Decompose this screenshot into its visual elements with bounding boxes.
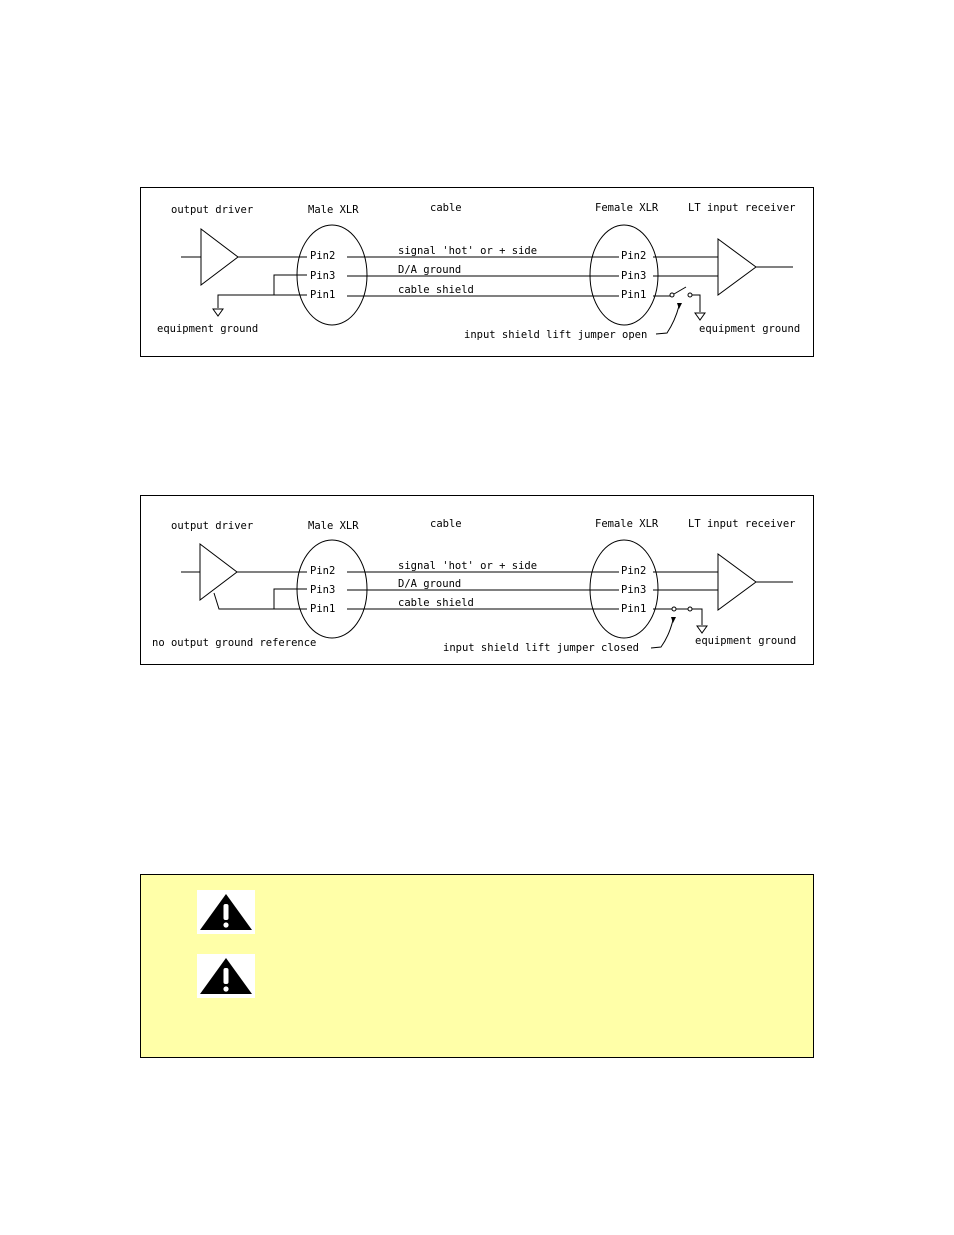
male-pin3-ground-tie [274,275,307,295]
output-driver-amp-icon [201,229,238,285]
warning-triangle-icon [197,954,255,998]
jumper-label: input shield lift jumper open [464,329,648,341]
driver-shield-wire [214,593,307,609]
jumper-contact-left [670,293,674,297]
diagram-2-canvas [141,496,815,666]
male-pin2-label: Pin2 [310,250,336,262]
signal-label: signal 'hot' or + side [398,245,538,257]
left-ground-wire [218,295,307,308]
input-receiver-amp-icon [718,239,756,295]
warning-box [140,874,814,1058]
left-ground-label: no output ground reference [152,637,317,649]
cable-label: cable [430,518,462,530]
left-ground-symbol-icon [213,309,223,316]
input-receiver-amp-icon [718,554,756,610]
right-ground-wire [692,609,702,625]
diagram-1-canvas [141,188,815,358]
cable-shield-label: cable shield [398,597,474,609]
right-ground-symbol-icon [695,313,705,320]
male-xlr-label: Male XLR [308,204,359,216]
female-pin3-label: Pin3 [621,584,647,596]
female-xlr-label: Female XLR [595,202,659,214]
jumper-pointer-arrow [651,620,673,648]
output-driver-amp-icon [200,544,237,600]
male-pin3-label: Pin3 [310,584,336,596]
male-pin3-ground-tie [274,589,307,609]
jumper-switch-open [674,287,686,294]
male-pin1-label: Pin1 [310,289,336,301]
jumper-label: input shield lift jumper closed [443,642,639,654]
wiring-diagram-jumper-open [140,187,814,357]
right-ground-label: equipment ground [695,635,797,647]
output-driver-label: output driver [171,520,254,532]
output-driver-label: output driver [171,204,254,216]
jumper-contact-right [688,607,692,611]
jumper-arrowhead-icon [671,617,676,623]
female-pin1-label: Pin1 [621,289,647,301]
right-ground-label: equipment ground [699,323,801,335]
receiver-label: LT input receiver [688,202,796,214]
female-pin1-label: Pin1 [621,603,647,615]
da-ground-label: D/A ground [398,264,462,276]
right-ground-symbol-icon [697,626,707,633]
signal-label: signal 'hot' or + side [398,560,538,572]
jumper-contact-right [688,293,692,297]
female-xlr-label: Female XLR [595,518,659,530]
female-pin2-label: Pin2 [621,565,647,577]
male-pin2-label: Pin2 [310,565,336,577]
male-pin1-label: Pin1 [310,603,336,615]
jumper-contact-left [672,607,676,611]
male-pin3-label: Pin3 [310,270,336,282]
receiver-label: LT input receiver [688,518,796,530]
da-ground-label: D/A ground [398,578,462,590]
jumper-arrowhead-icon [677,303,682,309]
warning-triangle-icon [197,890,255,934]
female-pin2-label: Pin2 [621,250,647,262]
jumper-pointer-arrow [656,306,679,334]
right-ground-wire [692,295,700,312]
female-pin3-label: Pin3 [621,270,647,282]
left-ground-label: equipment ground [157,323,259,335]
male-xlr-label: Male XLR [308,520,359,532]
wiring-diagram-jumper-closed [140,495,814,665]
cable-shield-label: cable shield [398,284,474,296]
cable-label: cable [430,202,462,214]
